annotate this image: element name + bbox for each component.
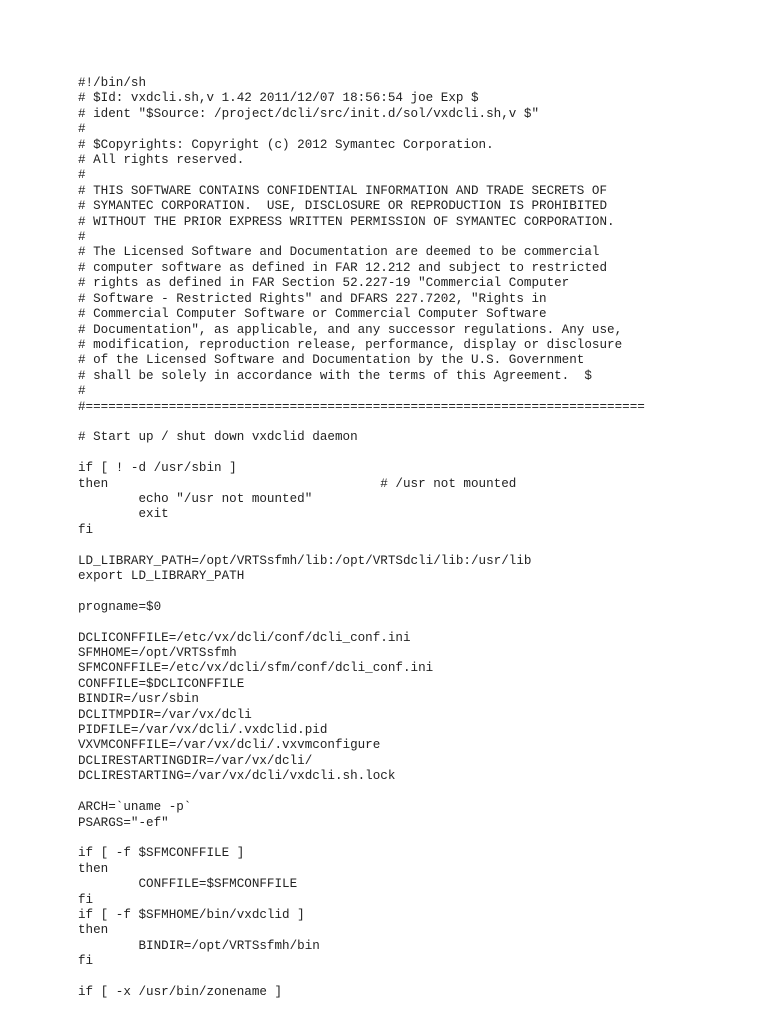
comment-line: # ident "$Source: /project/dcli/src/init.d/sol/vxdcli.sh,v $" [78, 106, 540, 121]
blank-line [78, 446, 645, 461]
comment-line: # [78, 122, 86, 137]
code-line: fi [78, 892, 94, 907]
blank-line [78, 615, 645, 630]
code-line: PIDFILE=/var/vx/dcli/.vxdclid.pid [78, 723, 328, 738]
blank-line [78, 785, 645, 800]
code-line: ARCH=`uname -p` [78, 800, 192, 815]
code-line: CONFFILE=$DCLICONFFILE [78, 676, 245, 691]
code-line: SFMHOME=/opt/VRTSsfmh [78, 646, 237, 661]
code-line: fi [78, 954, 94, 969]
comment-line: # [78, 168, 86, 183]
comment-line: # Start up / shut down vxdclid daemon [78, 430, 358, 445]
comment-line: # modification, reproduction release, performance, display or disclosure [78, 337, 623, 352]
code-line: progname=$0 [78, 599, 162, 614]
code-line: if [ -f $SFMCONFFILE ] [78, 846, 245, 861]
code-line: SFMCONFFILE=/etc/vx/dcli/sfm/conf/dcli_conf.ini [78, 661, 434, 676]
comment-line: # of the Licensed Software and Documentation by the U.S. Government [78, 353, 585, 368]
code-line: if [ -f $SFMHOME/bin/vxdclid ] [78, 907, 305, 922]
script-listing [78, 76, 645, 1000]
blank-line [78, 584, 645, 599]
comment-line: #========================================================================== [78, 399, 645, 414]
comment-line: # rights as defined in FAR Section 52.227-19 "Commercial Computer [78, 276, 570, 291]
comment-line: # SYMANTEC CORPORATION. USE, DISCLOSURE OR REPRODUCTION IS PROHIBITED [78, 199, 608, 214]
code-line: DCLITMPDIR=/var/vx/dcli [78, 707, 252, 722]
code-line: LD_LIBRARY_PATH=/opt/VRTSsfmh/lib:/opt/VRTSdcli/lib:/usr/lib [78, 553, 532, 568]
code-line: PSARGS="-ef" [78, 815, 169, 830]
code-line: then [78, 923, 109, 938]
code-line: then # /usr not mounted [78, 476, 517, 491]
comment-line: # The Licensed Software and Documentation are deemed to be commercial [78, 245, 600, 260]
blank-line [78, 538, 645, 553]
comment-line: # THIS SOFTWARE CONTAINS CONFIDENTIAL INFORMATION AND TRADE SECRETS OF [78, 183, 608, 198]
comment-line: #!/bin/sh [78, 76, 147, 90]
code-line: if [ ! -d /usr/sbin ] [78, 461, 237, 476]
code-line: fi [78, 522, 94, 537]
comment-line: # shall be solely in accordance with the terms of this Agreement. $ [78, 368, 592, 383]
code-line: DCLIRESTARTING=/var/vx/dcli/vxdcli.sh.lock [78, 769, 396, 784]
code-line: then [78, 861, 109, 876]
comment-line: # Software - Restricted Rights" and DFARS 227.7202, "Rights in [78, 291, 547, 306]
comment-line: # WITHOUT THE PRIOR EXPRESS WRITTEN PERMISSION OF SYMANTEC CORPORATION. [78, 214, 615, 229]
code-line: CONFFILE=$SFMCONFFILE [78, 877, 298, 892]
code-line: echo "/usr not mounted" [78, 491, 313, 506]
code-line: DCLIRESTARTINGDIR=/var/vx/dcli/ [78, 753, 313, 768]
comment-line: # Documentation", as applicable, and any successor regulations. Any use, [78, 322, 623, 337]
comment-line: # Commercial Computer Software or Commercial Computer Software [78, 307, 547, 322]
code-line: exit [78, 507, 169, 522]
blank-line [78, 970, 645, 985]
comment-line: # computer software as defined in FAR 12.212 and subject to restricted [78, 260, 608, 275]
code-line: if [ -x /usr/bin/zonename ] [78, 984, 283, 999]
code-line: BINDIR=/usr/sbin [78, 692, 199, 707]
comment-line: # All rights reserved. [78, 153, 245, 168]
comment-line: # $Copyrights: Copyright (c) 2012 Symantec Corporation. [78, 137, 494, 152]
blank-line [78, 831, 645, 846]
code-line: BINDIR=/opt/VRTSsfmh/bin [78, 938, 320, 953]
code-line: export LD_LIBRARY_PATH [78, 569, 245, 583]
comment-line: # [78, 230, 86, 245]
code-line: DCLICONFFILE=/etc/vx/dcli/conf/dcli_conf.ini [78, 630, 411, 645]
blank-line [78, 415, 645, 430]
comment-line: # [78, 384, 86, 399]
comment-line: # $Id: vxdcli.sh,v 1.42 2011/12/07 18:56:54 joe Exp $ [78, 91, 479, 106]
code-line: VXVMCONFFILE=/var/vx/dcli/.vxvmconfigure [78, 738, 381, 753]
